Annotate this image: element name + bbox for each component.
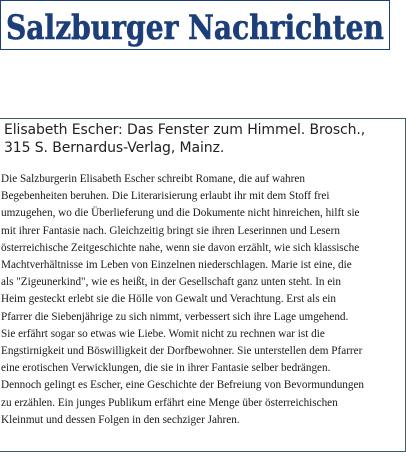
body-line: Dennoch gelingt es Escher, eine Geschichte der Befreiung von Bevormundungen [1, 379, 365, 392]
body-line: Pfarrer die Siebenjährige zu sich nimmt, verbessert sich ihre Lage umgehend. [1, 310, 349, 323]
body-line: österreichische Zeitgeschichte nahe, wenn sie davon erzählt, wie sich klassische [1, 241, 360, 254]
newspaper-masthead [0, 0, 390, 50]
body-line: Kleinmut und dessen Folgen in den sechziger Jahren. [1, 413, 240, 426]
article-box [0, 118, 406, 452]
body-line: Sie erfährt sogar so etwas wie Liebe. Womit nicht zu rechnen war ist die [1, 327, 325, 340]
body-line: Machtverhältnisse im Leben von Einzelnen niederschlagen. Marie ist eine, die [1, 259, 352, 272]
article-headline [4, 121, 405, 157]
body-line: eine erotischen Verwicklungen, die sie in ihrer Fantasie selber bedrängen. [1, 362, 331, 375]
masthead-logo [1, 1, 389, 49]
body-line: umzugehen, wo die Überlieferung und die Dokumente nicht hinreichen, hilft sie [1, 207, 360, 220]
body-line: als "Zigeunerkind", wie es heißt, in der Gesellschaft ganz unten steht. In ein [1, 276, 341, 289]
article-body [1, 171, 405, 429]
headline-line: Elisabeth Escher: Das Fenster zum Himmel. Brosch., [4, 122, 366, 138]
headline-line: 315 S. Bernardus-Verlag, Mainz. [4, 140, 225, 156]
body-line: Engstirnigkeit und Böswilligkeit der Dorfbewohner. Sie unterstellen dem Pfarrer [1, 345, 363, 358]
masthead-title: Salzburger Nachrichten [6, 8, 384, 48]
body-line: zu erzählen. Ein junges Publikum erfährt eine Menge über österreichischen [1, 396, 338, 409]
body-line: Begebenheiten beruhen. Die Literarisierung erlaubt ihr mit dem Stoff frei [1, 190, 330, 203]
body-line: Heim gesteckt erlebt sie die Hölle von Gewalt und Verachtung. Erst als ein [1, 293, 337, 306]
body-line: Die Salzburgerin Elisabeth Escher schreibt Romane, die auf wahren [1, 173, 305, 185]
body-line: mit ihrer Fantasie nach. Gleichzeitig bringt sie ihren Leserinnen und Lesern [1, 224, 340, 237]
